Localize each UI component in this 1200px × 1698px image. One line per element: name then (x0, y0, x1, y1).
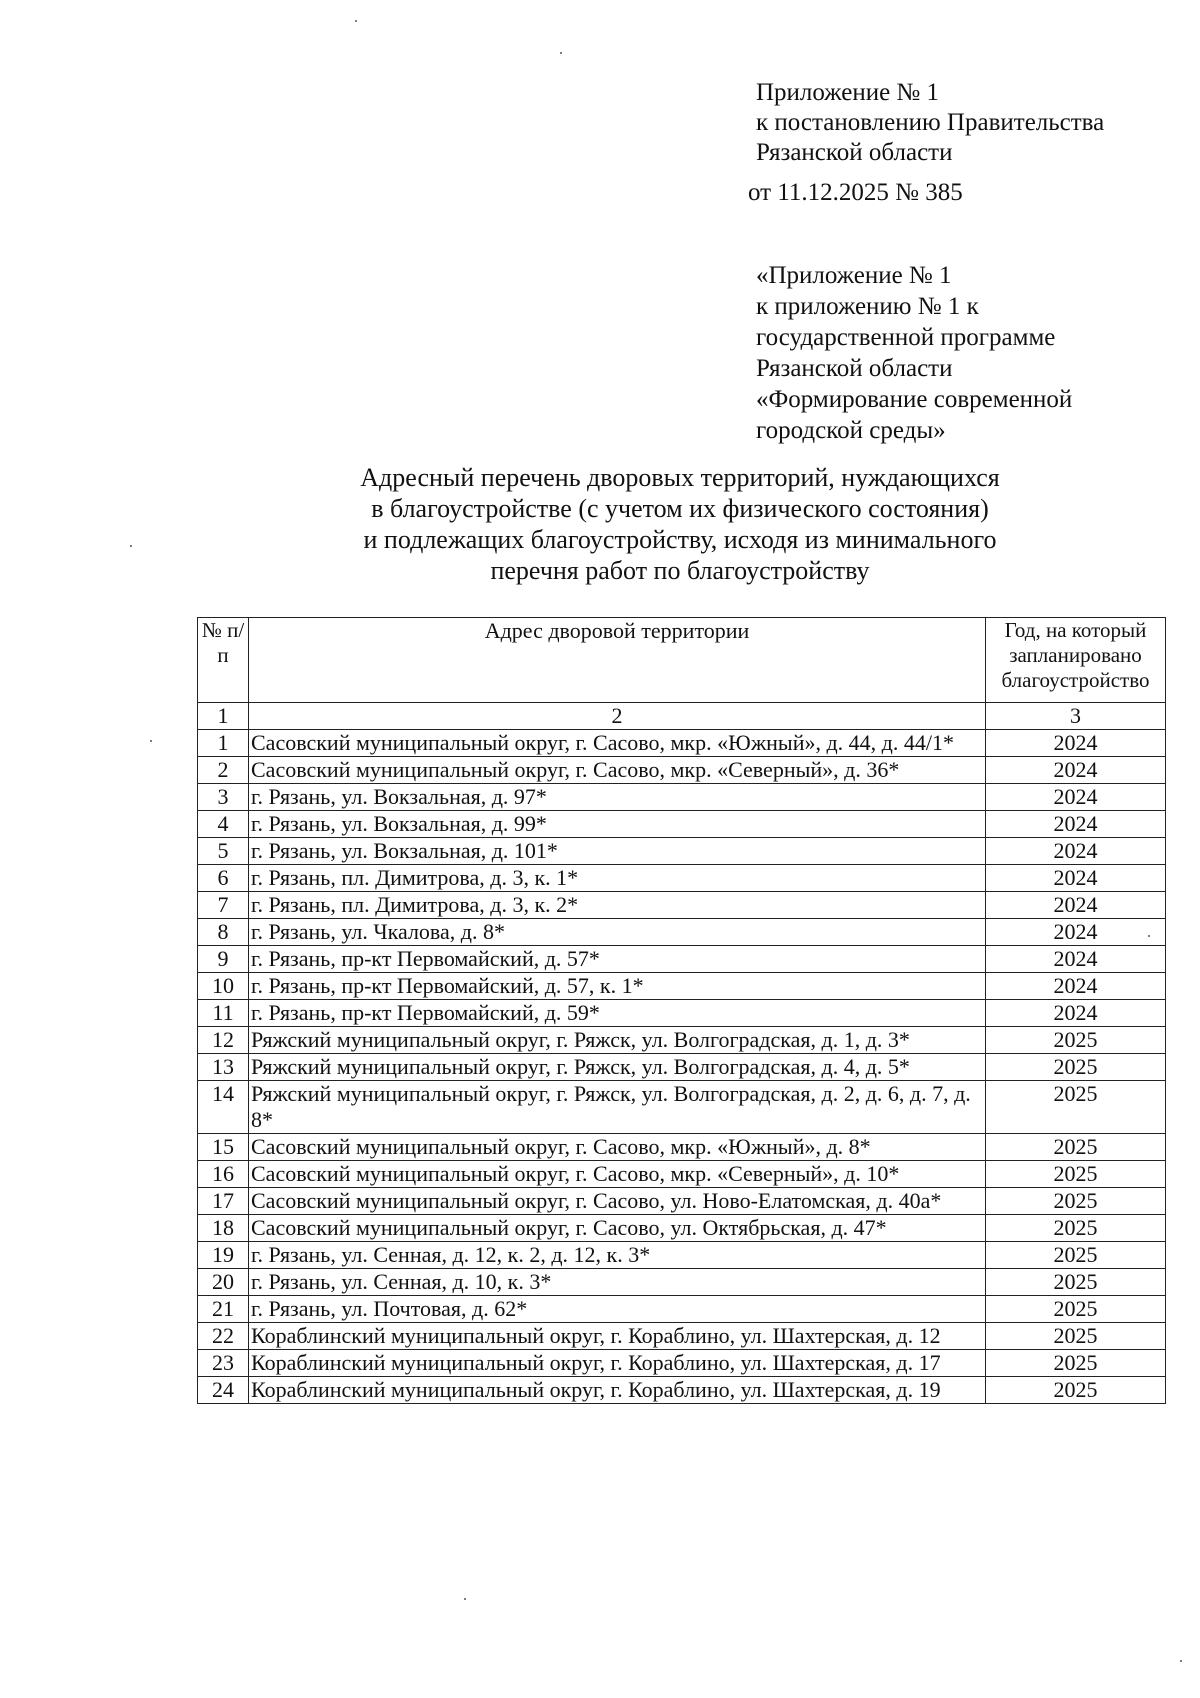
table-row (198, 1188, 1166, 1215)
table-row (198, 919, 1166, 946)
table-row (198, 892, 1166, 919)
scan-speck (464, 1598, 466, 1600)
row-address: г. Рязань, пр-кт Первомайский, д. 57* (249, 946, 986, 973)
row-number: 11 (198, 1000, 249, 1027)
row-year: 2024 (986, 811, 1166, 838)
annex-line: государственной программе (756, 324, 1056, 351)
row-address: г. Рязань, пл. Димитрова, д. 3, к. 2* (249, 892, 986, 919)
row-address: г. Рязань, ул. Вокзальная, д. 101* (249, 838, 986, 865)
annex-line: городской среды» (756, 417, 946, 444)
scan-speck (355, 20, 357, 22)
row-number: 3 (198, 784, 249, 811)
row-number: 9 (198, 946, 249, 973)
title-line: и подлежащих благоустройству, исходя из минимального (363, 525, 997, 554)
row-number: 4 (198, 811, 249, 838)
row-address: г. Рязань, ул. Чкалова, д. 8* (249, 919, 986, 946)
row-number: 24 (198, 1377, 249, 1404)
table-body (198, 730, 1166, 1404)
annex-line: Рязанской области (756, 355, 953, 382)
column-index-row (198, 703, 1166, 730)
row-address: г. Рязань, ул. Вокзальная, д. 97* (249, 784, 986, 811)
column-index: 3 (986, 703, 1166, 730)
row-year: 2025 (986, 1161, 1166, 1188)
row-number: 8 (198, 919, 249, 946)
row-year: 2024 (986, 892, 1166, 919)
row-address: Сасовский муниципальный округ, г. Сасово, мкр. «Северный», д. 10* (249, 1161, 986, 1188)
annex-line: «Приложение № 1 (756, 262, 952, 289)
row-address: г. Рязань, пр-кт Первомайский, д. 59* (249, 1000, 986, 1027)
row-number: 1 (198, 730, 249, 757)
document-title (200, 462, 1160, 586)
row-address: г. Рязань, ул. Сенная, д. 12, к. 2, д. 12, к. 3* (249, 1242, 986, 1269)
row-year: 2025 (986, 1296, 1166, 1323)
row-year: 2025 (986, 1377, 1166, 1404)
row-address: Ряжский муниципальный округ, г. Ряжск, ул. Волгоградская, д. 4, д. 5* (249, 1054, 986, 1081)
row-number: 18 (198, 1215, 249, 1242)
row-address: г. Рязань, пр-кт Первомайский, д. 57, к. 1* (249, 973, 986, 1000)
table-row (198, 865, 1166, 892)
row-number: 22 (198, 1323, 249, 1350)
title-line: Адресный перечень дворовых территорий, нуждающихся (360, 463, 1000, 492)
row-number: 17 (198, 1188, 249, 1215)
row-year: 2025 (986, 1242, 1166, 1269)
table-row (198, 1242, 1166, 1269)
row-year: 2025 (986, 1188, 1166, 1215)
scan-speck (1148, 935, 1150, 937)
annex-line: «Формирование современной (756, 386, 1073, 413)
row-number: 10 (198, 973, 249, 1000)
row-address: Ряжский муниципальный округ, г. Ряжск, ул. Волгоградская, д. 2, д. 6, д. 7, д. 8* (249, 1081, 986, 1134)
annex-line: к приложению № 1 к (756, 293, 979, 320)
row-number: 5 (198, 838, 249, 865)
row-address: г. Рязань, пл. Димитрова, д. 3, к. 1* (249, 865, 986, 892)
row-address: Ряжский муниципальный округ, г. Ряжск, ул. Волгоградская, д. 1, д. 3* (249, 1027, 986, 1054)
table-row (198, 1215, 1166, 1242)
scan-speck (130, 545, 132, 547)
table-row (198, 784, 1166, 811)
table-row (198, 1377, 1166, 1404)
table-row (198, 1269, 1166, 1296)
row-number: 6 (198, 865, 249, 892)
title-line: перечня работ по благоустройству (490, 556, 870, 585)
row-year: 2024 (986, 757, 1166, 784)
scan-speck (1180, 1660, 1182, 1662)
row-number: 20 (198, 1269, 249, 1296)
column-header-number: № п/п (198, 618, 249, 703)
row-year: 2024 (986, 946, 1166, 973)
annex-reference (756, 260, 1072, 446)
row-year: 2025 (986, 1081, 1166, 1134)
row-year: 2024 (986, 865, 1166, 892)
header-line: Приложение № 1 (756, 79, 940, 106)
table-header-row (198, 618, 1166, 703)
column-index: 1 (198, 703, 249, 730)
row-year: 2025 (986, 1134, 1166, 1161)
row-year: 2025 (986, 1054, 1166, 1081)
row-number: 2 (198, 757, 249, 784)
table-row (198, 946, 1166, 973)
row-number: 14 (198, 1081, 249, 1134)
row-year: 2024 (986, 838, 1166, 865)
table-row (198, 730, 1166, 757)
row-number: 21 (198, 1296, 249, 1323)
header-line: к постановлению Правительства (756, 109, 1105, 136)
table-row (198, 1323, 1166, 1350)
row-address: Сасовский муниципальный округ, г. Сасово, мкр. «Северный», д. 36* (249, 757, 986, 784)
table-row (198, 1161, 1166, 1188)
row-address: Сасовский муниципальный округ, г. Сасово, ул. Ново-Елатомская, д. 40а* (249, 1188, 986, 1215)
row-address: г. Рязань, ул. Сенная, д. 10, к. 3* (249, 1269, 986, 1296)
column-header-address: Адрес дворовой территории (249, 618, 986, 703)
row-number: 12 (198, 1027, 249, 1054)
table-row (198, 838, 1166, 865)
table-row (198, 1134, 1166, 1161)
table-row (198, 757, 1166, 784)
address-table (197, 617, 1166, 1404)
row-address: Сасовский муниципальный округ, г. Сасово, ул. Октябрьская, д. 47* (249, 1215, 986, 1242)
row-number: 16 (198, 1161, 249, 1188)
row-address: Кораблинский муниципальный округ, г. Кораблино, ул. Шахтерская, д. 12 (249, 1323, 986, 1350)
row-number: 7 (198, 892, 249, 919)
table-row (198, 1027, 1166, 1054)
row-year: 2025 (986, 1323, 1166, 1350)
scan-speck (560, 52, 562, 54)
row-number: 19 (198, 1242, 249, 1269)
row-year: 2025 (986, 1269, 1166, 1296)
table-row (198, 1000, 1166, 1027)
column-index: 2 (249, 703, 986, 730)
row-number: 13 (198, 1054, 249, 1081)
row-year: 2024 (986, 973, 1166, 1000)
column-header-year: Год, на который запланировано благоустройство (986, 618, 1166, 703)
row-year: 2024 (986, 919, 1166, 946)
row-address: Сасовский муниципальный округ, г. Сасово, мкр. «Южный», д. 44, д. 44/1* (249, 730, 986, 757)
table-row (198, 1350, 1166, 1377)
title-line: в благоустройстве (с учетом их физического состояния) (371, 494, 989, 523)
row-address: г. Рязань, ул. Вокзальная, д. 99* (249, 811, 986, 838)
row-year: 2024 (986, 1000, 1166, 1027)
header-line: Рязанской области (756, 139, 953, 166)
resolution-date-line: от 11.12.2025 № 385 (748, 179, 963, 206)
row-address: Кораблинский муниципальный округ, г. Кораблино, ул. Шахтерская, д. 19 (249, 1377, 986, 1404)
row-year: 2025 (986, 1027, 1166, 1054)
row-address: Сасовский муниципальный округ, г. Сасово, мкр. «Южный», д. 8* (249, 1134, 986, 1161)
row-number: 23 (198, 1350, 249, 1377)
table-row (198, 1296, 1166, 1323)
table-row (198, 973, 1166, 1000)
row-year: 2025 (986, 1215, 1166, 1242)
table-row (198, 1081, 1166, 1134)
row-number: 15 (198, 1134, 249, 1161)
scan-speck (150, 740, 152, 742)
table-row (198, 1054, 1166, 1081)
row-address: г. Рязань, ул. Почтовая, д. 62* (249, 1296, 986, 1323)
row-year: 2025 (986, 1350, 1166, 1377)
row-year: 2024 (986, 730, 1166, 757)
row-address: Кораблинский муниципальный округ, г. Кораблино, ул. Шахтерская, д. 17 (249, 1350, 986, 1377)
table-row (198, 811, 1166, 838)
resolution-reference (748, 78, 1105, 208)
row-year: 2024 (986, 784, 1166, 811)
